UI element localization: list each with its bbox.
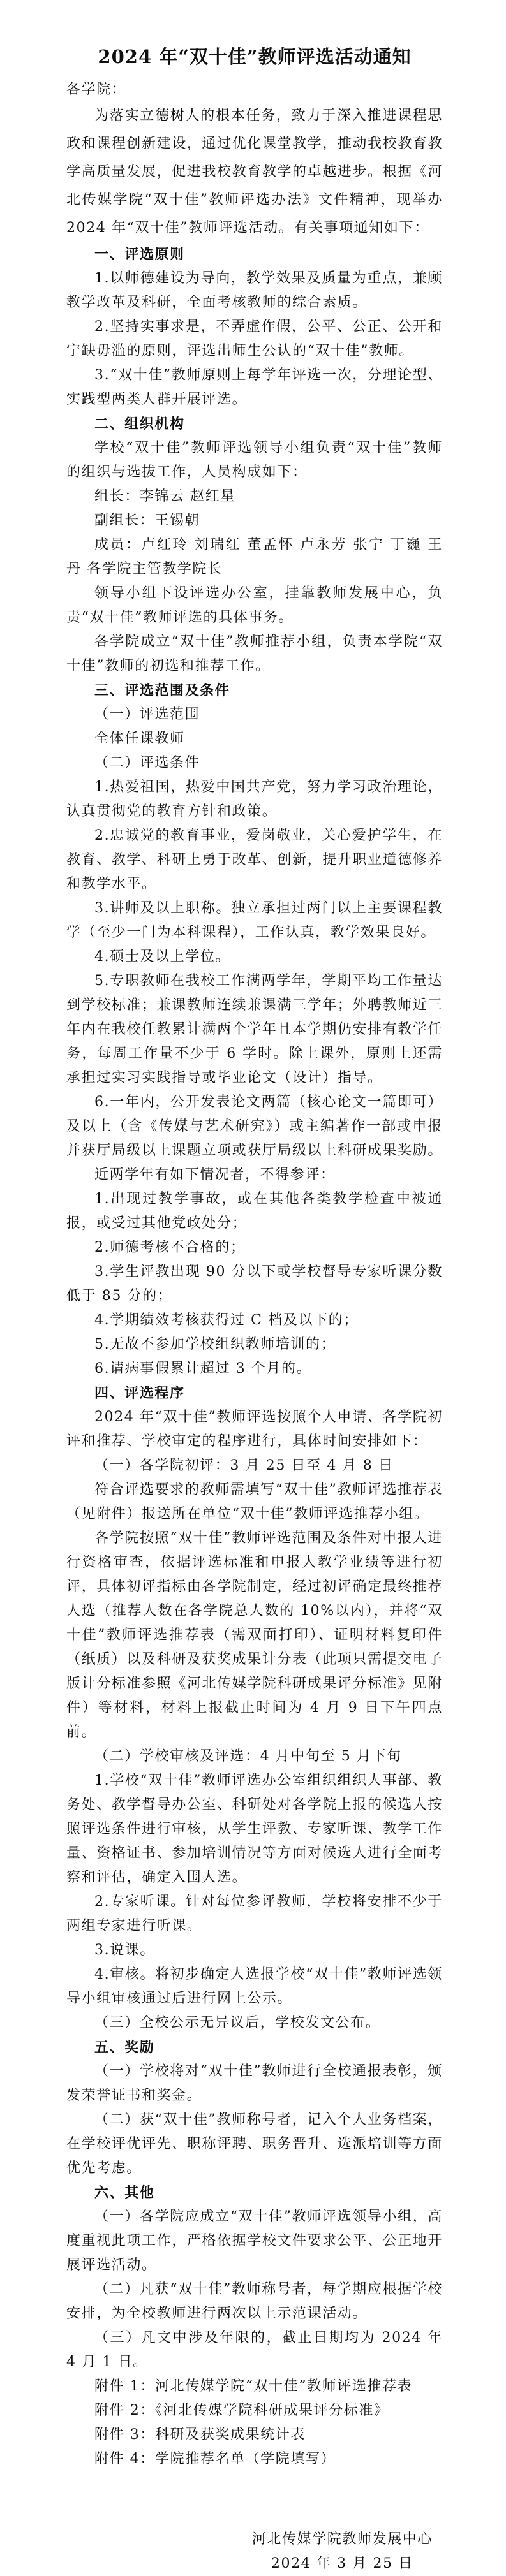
signature-org: 河北传媒学院教师发展中心: [251, 2531, 433, 2547]
paragraph: 1.出现过教学事故，或在其他各类教学检查中被通报，或受过其他党政处分；: [66, 1191, 443, 1231]
paragraph: 2.坚持实事求是，不弄虚作假，公平、公正、公开和宁缺毋滥的原则，评选出师生公认的“双十佳”教师。: [66, 319, 443, 359]
paragraph: （二）获“双十佳”教师称号者，记入个人业务档案，在学校评优评先、职称评聘、职务晋升、选派培训等方面优先考虑。: [66, 2112, 443, 2176]
paragraph: 4.硕士及以上学位。: [94, 949, 230, 965]
section-heading: 一、评选原则: [94, 246, 185, 263]
paragraph: （三）全校公示无异议后，学校发文公布。: [94, 2015, 381, 2031]
attachment-item: 附件 4：学院推荐名单（学院填写）: [94, 2451, 336, 2467]
salutation: 各学院：: [66, 82, 127, 98]
paragraph: 1.学校“双十佳”教师评选办公室组织组织人事部、教务处、教学督导办公室、科研处对各学院上报的候选人按照评选条件进行审核，从学生评教、专家听课、教学工作量、资格证书、参加培训情况等方面对候选人进行全面考察和评估，确定入围人选。: [66, 1773, 443, 1885]
attachment-item: 附件 3：科研及获奖成果统计表: [94, 2427, 306, 2443]
paragraph: （二）凡获“双十佳”教师称号者，每学期应根据学校安排，为全校教师进行两次以上示范课活动。: [66, 2281, 443, 2322]
paragraph: 3.讲师及以上职称。独立承担过两门以上主要课程教学（至少一门为本科课程），工作认真，教学效果良好。: [66, 900, 443, 940]
paragraph: 各学院按照“双十佳”教师评选范围及条件对申报人进行资格审查，依据评选标准和申报人教学业绩等进行初评，具体初评指标由各学院制定，经过初评确定最终推荐人选（推荐人数在各学院总人数的 10%以内），并将“双十佳”教师评选推荐表（需双面打印）、证明材料复印件（纸质）以及科研及获奖成果计分表（此项只需提交电子版计分标准参照《河北传媒学院科研成果评分标准》见附件）等材料，材料上报截止时间为 4 月 9 日下午四点前。: [66, 1530, 443, 1740]
paragraph: 全体任课教师: [94, 731, 185, 747]
paragraph: 3.学生评教出现 90 分以下或学校督导专家听课分数低于 85 分的；: [66, 1264, 443, 1304]
paragraph: 近两学年有如下情况者，不得参评：: [94, 1167, 336, 1183]
paragraph: 组长：李锦云 赵红星: [94, 488, 235, 504]
section-heading: 五、奖励: [94, 2039, 155, 2056]
paragraph: 1.热爱祖国，热爱中国共产党，努力学习政治理论，认真贯彻党的教育方针和政策。: [66, 779, 443, 819]
paragraph: 学校“双十佳”教师评选领导小组负责“双十佳”教师的组织与选拔工作，人员构成如下：: [66, 440, 443, 480]
paragraph: 符合评选要求的教师需填写“双十佳”教师评选推荐表（见附件）报送所在单位“双十佳”教师评选推荐小组。: [66, 1482, 443, 1522]
paragraph: 6.请病事假累计超过 3 个月的。: [94, 1361, 312, 1377]
paragraph: 2024 年“双十佳”教师评选按照个人申请、各学院初评和推荐、学校审定的程序进行，具体时间安排如下：: [66, 1409, 443, 1449]
paragraph: （一）各学院初评：3 月 25 日至 4 月 8 日: [94, 1458, 394, 1474]
signature-date: 2024 年 3 月 25 日: [271, 2556, 413, 2572]
paragraph: 5.专职教师在我校工作满两学年，学期平均工作量达到学校标准；兼课教师连续兼课满三学年；外聘教师近三年内在我校任教累计满两个学年且本学期仍安排有教学任务，每周工作量不少于 6 学时。除上课外，原则上还需承担过实习实践指导或毕业论文（设计）指导。: [66, 973, 443, 1086]
paragraph: 4.学期绩效考核获得过 C 档及以下的；: [94, 1312, 359, 1328]
document-body: [66, 102, 443, 2375]
section-heading: 四、评选程序: [94, 1385, 185, 1401]
paragraph: （一）评选范围: [94, 706, 200, 722]
paragraph: 3.说课。: [94, 1942, 155, 1958]
paragraph: 3.“双十佳”教师原则上每学年评选一次，分理论型、实践型两类人群开展评选。: [66, 367, 443, 407]
document-title: 2024 年“双十佳”教师评选活动通知: [98, 46, 412, 68]
paragraph: （一）各学院应成立“双十佳”教师评选领导小组，高度重视此项工作，严格依据学校文件要求公平、公正地开展评选活动。: [66, 2209, 443, 2273]
paragraph: 副组长：王锡朝: [94, 513, 200, 529]
paragraph: 1.以师德建设为导向，教学效果及质量为重点，兼顾教学改革及科研，全面考核教师的综合素质。: [66, 270, 443, 311]
attachment-item: 附件 1：河北传媒学院“双十佳”教师评选推荐表: [94, 2378, 413, 2394]
paragraph: 4.审核。将初步确定人选报学校“双十佳”教师评选领导小组审核通过后进行网上公示。: [66, 1966, 443, 2007]
paragraph: 各学院成立“双十佳”教师推荐小组，负责本学院“双十佳”教师的初选和推荐工作。: [66, 634, 443, 674]
paragraph: （三）凡文中涉及年限的，截止日期均为 2024 年 4 月 1 日。: [66, 2330, 443, 2370]
section-heading: 六、其他: [94, 2184, 155, 2201]
signature-block: [66, 2528, 443, 2576]
paragraph: （二）学校审核及评选：4 月中旬至 5 月下旬: [94, 1748, 402, 1764]
paragraph: 5.无故不参加学校组织教师培训的；: [94, 1336, 336, 1352]
paragraph: 2.忠诚党的教育事业，爱岗敬业，关心爱护学生，在教育、教学、科研上勇于改革、创新，提升职业道德修养和教学水平。: [66, 828, 443, 892]
section-heading: 二、组织机构: [94, 416, 185, 432]
paragraph: 6.一年内，公开发表论文两篇（核心论文一篇即可）及以上（含《传媒与艺术研究》）或主编著作一部或申报并获厅局级以上课题立项或获厅局级以上科研成果奖励。: [66, 1094, 443, 1159]
attachment-item: 附件 2：《河北传媒学院科研成果评分标准》: [94, 2403, 389, 2419]
paragraph: 2.师德考核不合格的；: [94, 1240, 246, 1255]
attachment-list: [66, 2375, 443, 2471]
paragraph: （一）学校将对“双十佳”教师进行全校通报表彰，颁发荣誉证书和奖金。: [66, 2063, 443, 2104]
paragraph: 成员：卢红玲 刘瑞红 董孟怀 卢永芳 张宁 丁巍 王丹 各学院主管教学院长: [66, 537, 443, 577]
paragraph: （二）评选条件: [94, 755, 200, 771]
section-heading: 三、评选范围及条件: [94, 682, 230, 699]
paragraph: 为落实立德树人的根本任务，致力于深入推进课程思政和课程创新建设，通过优化课堂教学，推动我校教育教学高质量发展，促进我校教育教学的卓越进步。根据《河北传媒学院“双十佳”教师评选办法》文件精神，现举办 2024 年“双十佳”教师评选活动。有关事项通知如下：: [66, 108, 443, 236]
paragraph: 领导小组下设评选办公室，挂靠教师发展中心，负责“双十佳”教师评选的具体事务。: [66, 585, 443, 626]
signature-inner: [252, 2528, 433, 2576]
paragraph: 2.专家听课。针对每位参评教师，学校将安排不少于两组专家进行听课。: [66, 1894, 443, 1934]
